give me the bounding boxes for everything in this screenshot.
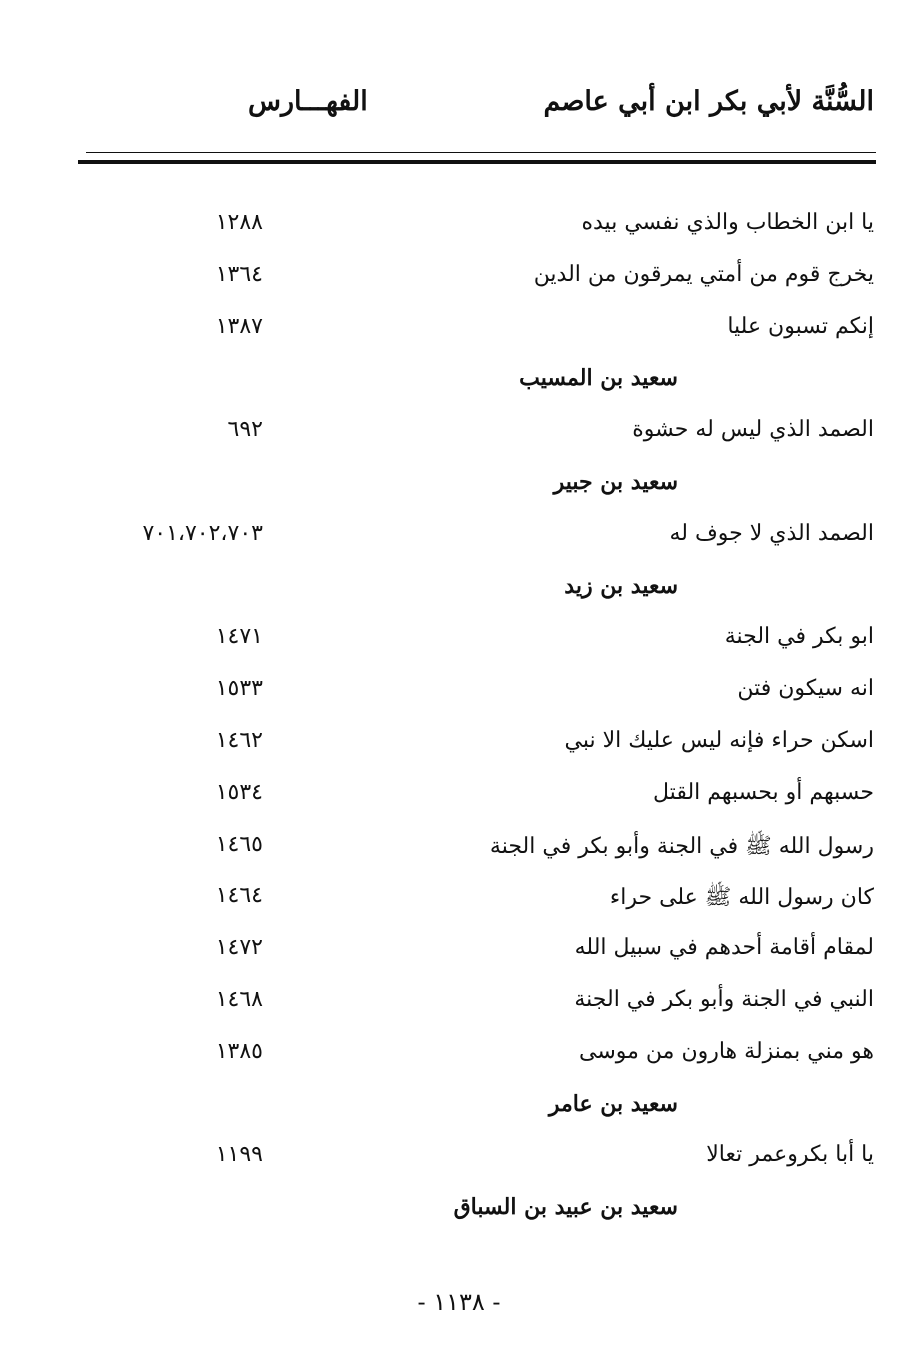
narrator-heading: سعيد بن جبير xyxy=(553,468,678,495)
hadith-text: يا أبا بكروعمر تعالا xyxy=(706,1142,874,1168)
hadith-number: ١٥٣٤ xyxy=(215,779,263,805)
hadith-number: ١١٩٩ xyxy=(215,1142,263,1168)
section-title: الفهـــارس xyxy=(248,86,368,117)
hadith-number: ١٣٦٤ xyxy=(215,261,263,287)
hadith-number: ١٤٦٥ xyxy=(215,831,263,857)
hadith-number: ١٥٣٣ xyxy=(215,676,263,702)
hadith-text: لمقام أقامة أحدهم في سبيل الله xyxy=(574,935,874,961)
hadith-entry-row xyxy=(0,822,918,874)
narrator-heading-row xyxy=(0,1081,918,1133)
hadith-text: الصمد الذي لا جوف له xyxy=(669,520,874,546)
hadith-number: ١٣٨٧ xyxy=(215,313,263,339)
hadith-text: اسكن حراء فإنه ليس عليك الا نبي xyxy=(564,727,874,753)
hadith-entry-row xyxy=(0,511,918,563)
header-rule-thick xyxy=(78,160,876,164)
narrator-heading: سعيد بن عامر xyxy=(548,1090,678,1117)
hadith-number: ١٤٧٢ xyxy=(215,935,263,961)
hadith-number: ١٤٧١ xyxy=(215,624,263,650)
hadith-number: ١٤٦٤ xyxy=(215,883,263,909)
hadith-text: كان رسول الله ﷺ على حراء xyxy=(609,885,874,911)
hadith-entry-row xyxy=(0,252,918,304)
hadith-number: ١٣٨٥ xyxy=(215,1038,263,1064)
hadith-number: ١٤٦٨ xyxy=(215,986,263,1012)
narrator-heading: سعيد بن زيد xyxy=(564,572,678,599)
hadith-entry-row xyxy=(0,925,918,977)
hadith-number: ٦٩٢ xyxy=(227,417,263,443)
header-rule-thin xyxy=(86,152,876,153)
hadith-entry-row xyxy=(0,200,918,252)
narrator-heading-row xyxy=(0,1184,918,1236)
hadith-entry-row xyxy=(0,977,918,1029)
hadith-entry-row xyxy=(0,1132,918,1184)
hadith-text: إنكم تسبون عليا xyxy=(727,313,874,339)
hadith-text: الصمد الذي ليس له حشوة xyxy=(632,417,874,443)
hadith-text: هو مني بمنزلة هارون من موسى xyxy=(579,1038,874,1064)
hadith-text: يا ابن الخطاب والذي نفسي بيده xyxy=(581,210,874,235)
index-entries xyxy=(0,200,918,1236)
hadith-text: رسول الله ﷺ في الجنة وأبو بكر في الجنة xyxy=(489,833,874,859)
narrator-heading-row xyxy=(0,355,918,407)
hadith-entry-row xyxy=(0,873,918,925)
narrator-heading-row xyxy=(0,459,918,511)
hadith-text: يخرج قوم من أمتي يمرقون من الدين xyxy=(533,261,874,287)
hadith-entry-row xyxy=(0,770,918,822)
narrator-heading-row xyxy=(0,563,918,615)
hadith-entry-row xyxy=(0,1029,918,1081)
hadith-entry-row xyxy=(0,407,918,459)
page-number: - ١١٣٨ - xyxy=(417,1288,501,1316)
hadith-number: ٧٠١،٧٠٢،٧٠٣ xyxy=(142,520,263,546)
hadith-text: النبي في الجنة وأبو بكر في الجنة xyxy=(574,986,874,1012)
hadith-text: حسبهم أو بحسبهم القتل xyxy=(653,779,874,805)
hadith-entry-row xyxy=(0,304,918,356)
hadith-number: ١٤٦٢ xyxy=(215,727,263,753)
book-title: السُّنَّة لأبي بكر ابن أبي عاصم xyxy=(543,86,874,117)
hadith-entry-row xyxy=(0,614,918,666)
hadith-text: ابو بكر في الجنة xyxy=(724,624,874,650)
narrator-heading: سعيد بن المسيب xyxy=(519,365,678,392)
hadith-number: ١٢٨٨ xyxy=(215,210,263,235)
narrator-heading: سعيد بن عبيد بن السباق xyxy=(453,1194,678,1221)
hadith-text: انه سيكون فتن xyxy=(737,676,874,702)
hadith-entry-row xyxy=(0,718,918,770)
hadith-entry-row xyxy=(0,666,918,718)
